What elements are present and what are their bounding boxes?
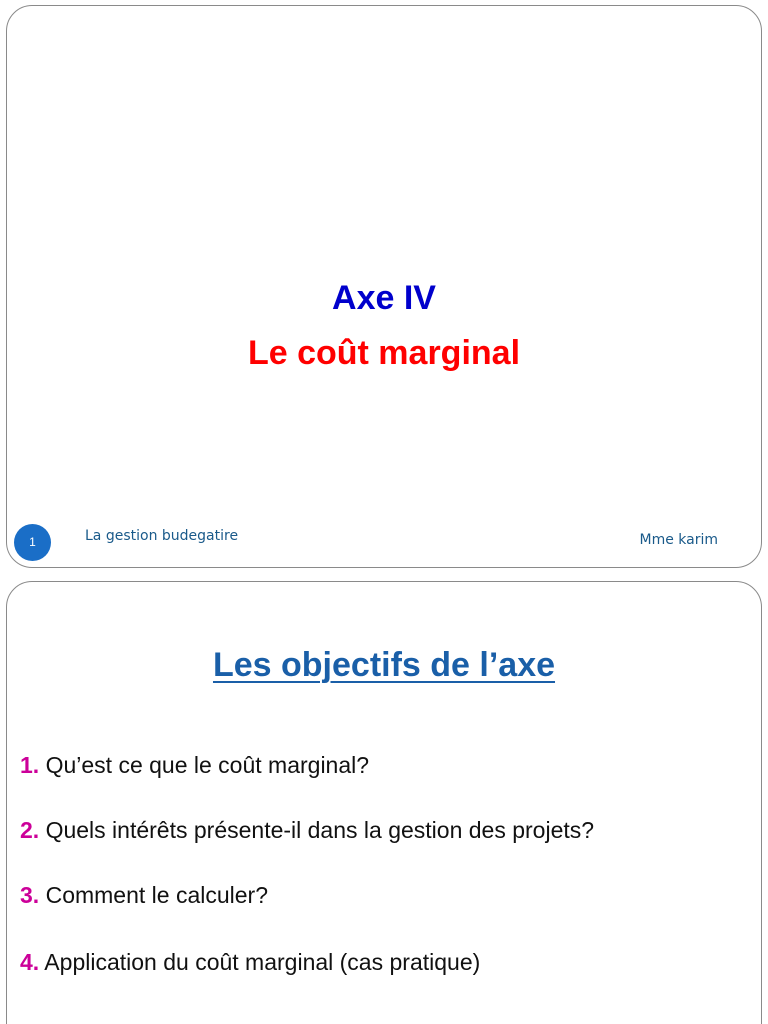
objective-number: 1. <box>20 752 40 778</box>
objective-item <box>20 882 268 909</box>
footer-author: Mme karim <box>639 532 718 548</box>
slide-objectives <box>6 581 762 1024</box>
objectives-heading: Les objectifs de l’axe <box>212 646 556 684</box>
slide-title-text: Le coût marginal <box>247 334 521 372</box>
objective-text: Comment le calculer? <box>39 882 268 908</box>
objective-item <box>20 817 594 844</box>
objective-text: Quels intérêts présente-il dans la gestion des projets? <box>39 817 595 843</box>
objective-item <box>20 752 369 779</box>
axe-label: Axe IV <box>332 279 436 317</box>
objective-number: 3. <box>20 882 40 908</box>
objective-number: 4. <box>20 949 40 975</box>
objective-text: Application du coût marginal (cas pratique) <box>39 949 481 975</box>
objective-text: Qu’est ce que le coût marginal? <box>39 752 370 778</box>
footer-course-name: La gestion budegatire <box>85 528 239 544</box>
page-number-badge: 1 <box>14 524 51 561</box>
objective-number: 2. <box>20 817 40 843</box>
slide-title <box>6 5 762 568</box>
objective-item <box>20 949 480 976</box>
